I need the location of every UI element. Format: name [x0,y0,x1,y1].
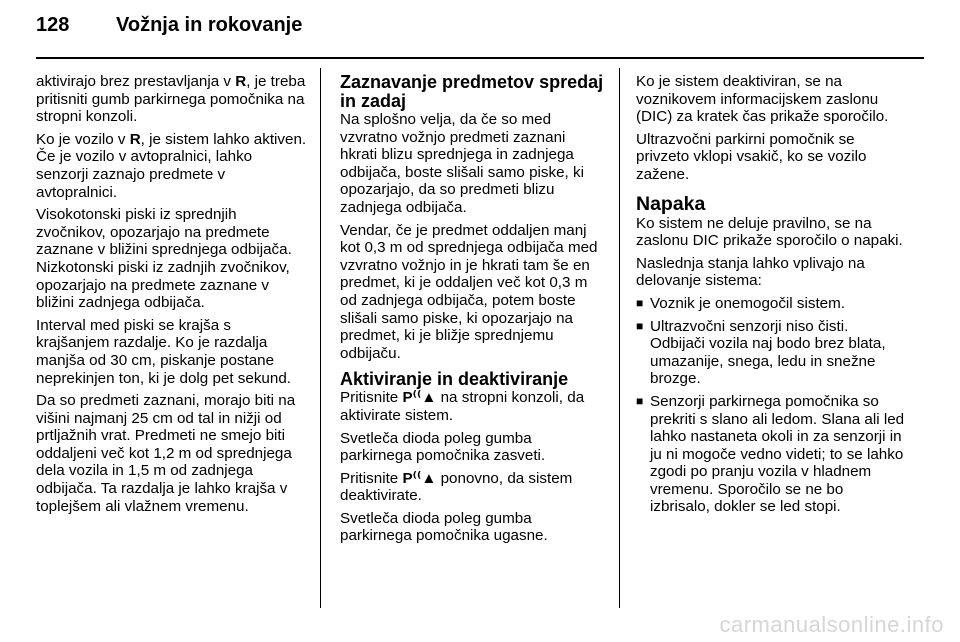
paragraph: Na splošno velja, da če so med vzvratno vožnjo predmeti zaznani hkrati blizu sprednjega in zadnjega odbijača, boste slišali samo piske, ki opozarjajo, da so predmeti blizu zadnjega odbijača. [340,111,584,216]
paragraph: Pritisnite P⁽⁽▲ ponovno, da sistem deaktivirate. [340,469,573,505]
header-divider [36,57,924,59]
column-middle [340,73,605,550]
page-header [36,14,302,50]
paragraph: Visokotonski piski iz sprednjih zvočnikov, opozarjajo na predmete zaznane v bližini sprednjega odbijača. Nizkotonski piski iz zadnjih zvočnikov, opozarjajo na predmete zaznane v bližini zadnjega odbijača. [36,206,292,312]
page-number: 128 [36,14,70,36]
watermark: carmanualsonline.info [719,612,944,637]
column-left [36,73,308,520]
section-heading: Napaka [636,192,706,215]
bullet-icon: ■ [636,318,644,333]
column-right [636,73,906,521]
paragraph: Naslednja stanja lahko vplivajo na delovanje sistema: [636,254,865,290]
paragraph: Ko je sistem deaktiviran, se na voznikovem informacijskem zaslonu (DIC) za kratek čas prikaže sporočilo. [636,73,889,126]
page-title: Vožnja in rokovanje [116,14,303,36]
condition-list [636,295,906,516]
paragraph: Da so predmeti zaznani, morajo biti na višini najmanj 25 cm od tal in nižji od prtljažnih vrat. Predmeti ne smejo biti oddaljeni več kot 1,2 m od sprednjega dela vozila in 1,5 m od zadnjega odbijača. Ta razdalja je lahko krajša v toplejšem ali vlažnem vremenu. [36,392,296,515]
paragraph: Svetleča dioda poleg gumba parkirnega pomočnika zasveti. [340,429,546,465]
bullet-icon: ■ [636,295,644,310]
section-heading: Zaznavanje predmetov spredaj in zadaj [340,72,604,111]
section-heading: Aktiviranje in deaktiviranje [340,369,569,390]
column-divider-2 [619,68,620,608]
paragraph: Ultrazvočni parkirni pomočnik se privzeto vklopi vsakič, ko se vozilo zažene. [636,130,867,183]
list-item: ■ Voznik je onemogočil sistem. [636,294,845,312]
paragraph: Vendar, če je predmet oddaljen manj kot 0,3 m od sprednjega odbijača med vzvratno vožnjo in je hkrati tam še en predmet, ki je oddaljen več kot 0,3 m od zadnjega odbijača, potem boste slišali samo piske, ki opozarjajo na predmet, ki je bližje sprednjemu odbijaču. [340,221,598,362]
park-assist-icon: P⁽⁽▲ [402,469,437,487]
column-divider-1 [320,68,321,608]
paragraph: Pritisnite P⁽⁽▲ na stropni konzoli, da aktivirate sistem. [340,389,585,424]
bullet-icon: ■ [636,393,644,408]
list-item: ■ Senzorji parkirnega pomočnika so prekriti s slano ali ledom. Slana ali led lahko nastaneta okoli in za senzorji in ju ni mogoče vedno videti; to se lahko zgodi po pranju vozila v hladnem vremenu. Sporočilo se ne bo izbrisalo, dokler se led stopi. [636,392,905,516]
park-assist-icon: P⁽⁽▲ [402,389,437,407]
paragraph: Ko je vozilo v R, je sistem lahko aktiven. Če je vozilo v avtopralnici, lahko senzorji zaznajo predmete v avtopralnici. [36,130,307,201]
paragraph: Ko sistem ne deluje pravilno, se na zaslonu DIC prikaže sporočilo o napaki. [636,214,903,250]
paragraph: aktivirajo brez prestavljanja v R, je treba pritisniti gumb parkirnega pomočnika na stropni konzoli. [36,73,306,126]
list-item: ■ Ultrazvočni senzorji niso čisti. Odbijači vozila naj bodo brez blata, umazanije, snega, ledu in snežne brozge. [636,317,886,388]
paragraph: Interval med piski se krajša s krajšanjem razdalje. Ko je razdalja manjša od 30 cm, piskanje postane neprekinjen ton, ki je dolg pet sekund. [36,316,291,387]
paragraph: Svetleča dioda poleg gumba parkirnega pomočnika ugasne. [340,509,548,545]
